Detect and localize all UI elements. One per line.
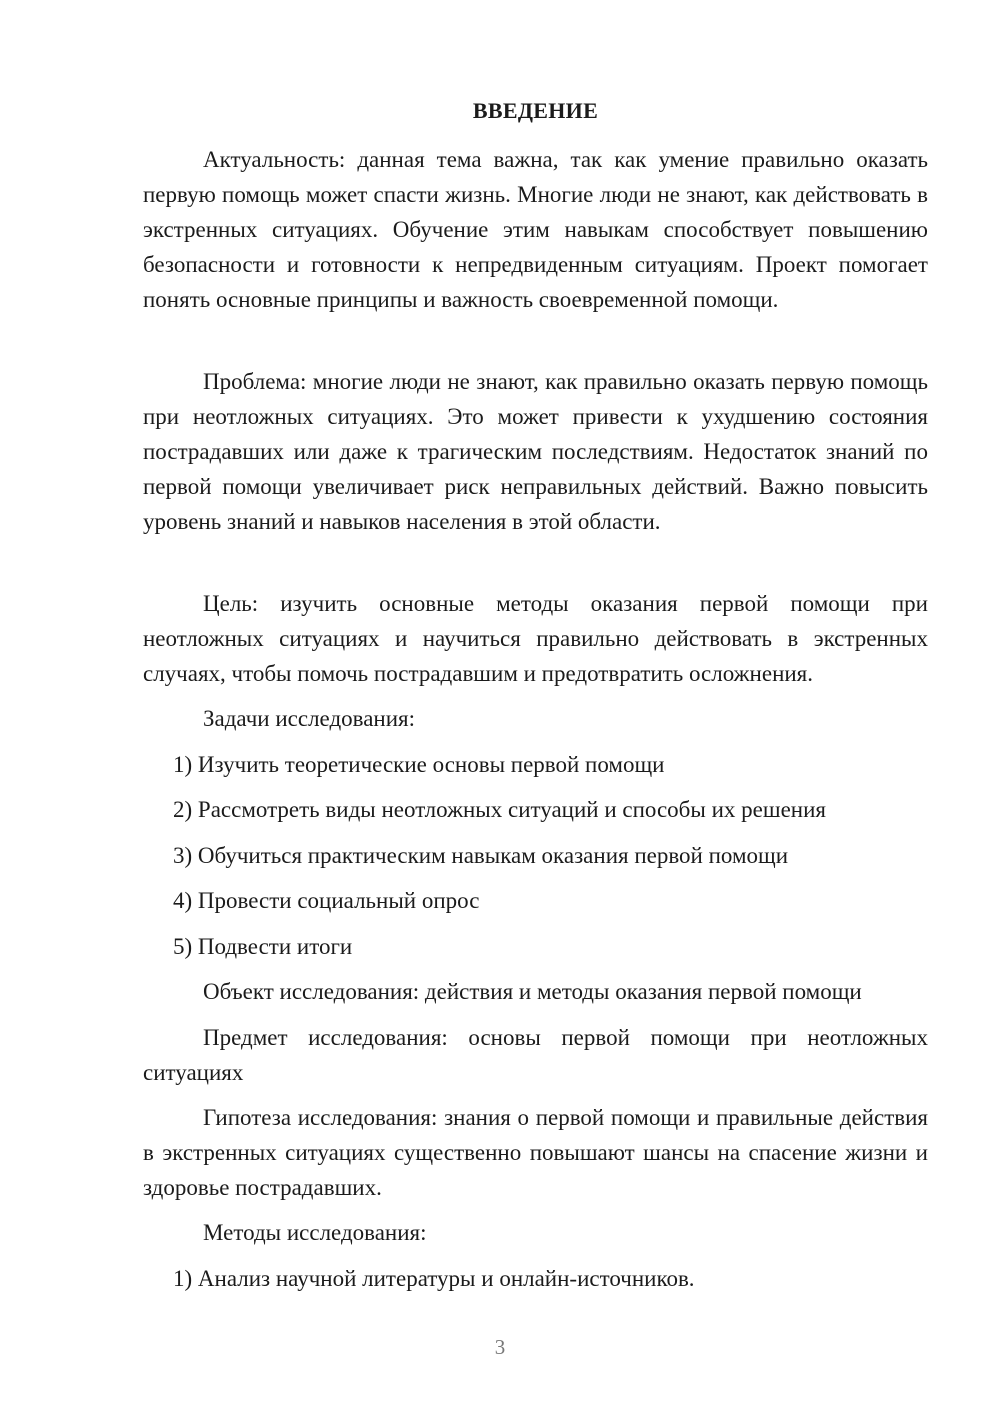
- task-item-1: 1) Изучить теоретические основы первой помощи: [173, 752, 665, 777]
- subject-paragraph: Предмет исследования: основы первой помощи при неотложных ситуациях: [143, 1025, 928, 1085]
- hypothesis-paragraph: Гипотеза исследования: знания о первой помощи и правильные действия в экстренных ситуациях существенно повышают шансы на спасение жизни и здоровье пострадавших.: [143, 1105, 928, 1200]
- section-heading: ВВЕДЕНИЕ: [472, 98, 599, 123]
- task-item-4: 4) Провести социальный опрос: [173, 888, 480, 913]
- task-item-5: 5) Подвести итоги: [173, 934, 353, 959]
- tasks-label: Задачи исследования:: [203, 706, 416, 731]
- page-number: 3: [494, 1335, 506, 1359]
- task-item-3: 3) Обучиться практическим навыкам оказания первой помощи: [173, 843, 789, 868]
- goal-paragraph: Цель: изучить основные методы оказания первой помощи при неотложных ситуациях и научиться правильно действовать в экстренных случаях, чтобы помочь пострадавшим и предотвратить осложнения.: [143, 591, 928, 686]
- method-item-1: 1) Анализ научной литературы и онлайн-источников.: [173, 1266, 695, 1291]
- methods-label: Методы исследования:: [203, 1220, 427, 1245]
- problem-paragraph: Проблема: многие люди не знают, как правильно оказать первую помощь при неотложных ситуациях. Это может привести к ухудшению состояния пострадавших или даже к трагическим последствиям. Недостаток знаний по первой помощи увеличивает риск неправильных действий. Важно повысить уровень знаний и навыков населения в этой области.: [143, 369, 928, 534]
- task-item-2: 2) Рассмотреть виды неотложных ситуаций и способы их решения: [173, 797, 826, 822]
- object-line: Объект исследования: действия и методы оказания первой помощи: [203, 979, 862, 1004]
- relevance-paragraph: Актуальность: данная тема важна, так как умение правильно оказать первую помощь может спасти жизнь. Многие люди не знают, как действовать в экстренных ситуациях. Обучение этим навыкам способствует повышению безопасности и готовности к непредвиденным ситуациям. Проект помогает понять основные принципы и важность своевременной помощи.: [143, 147, 928, 312]
